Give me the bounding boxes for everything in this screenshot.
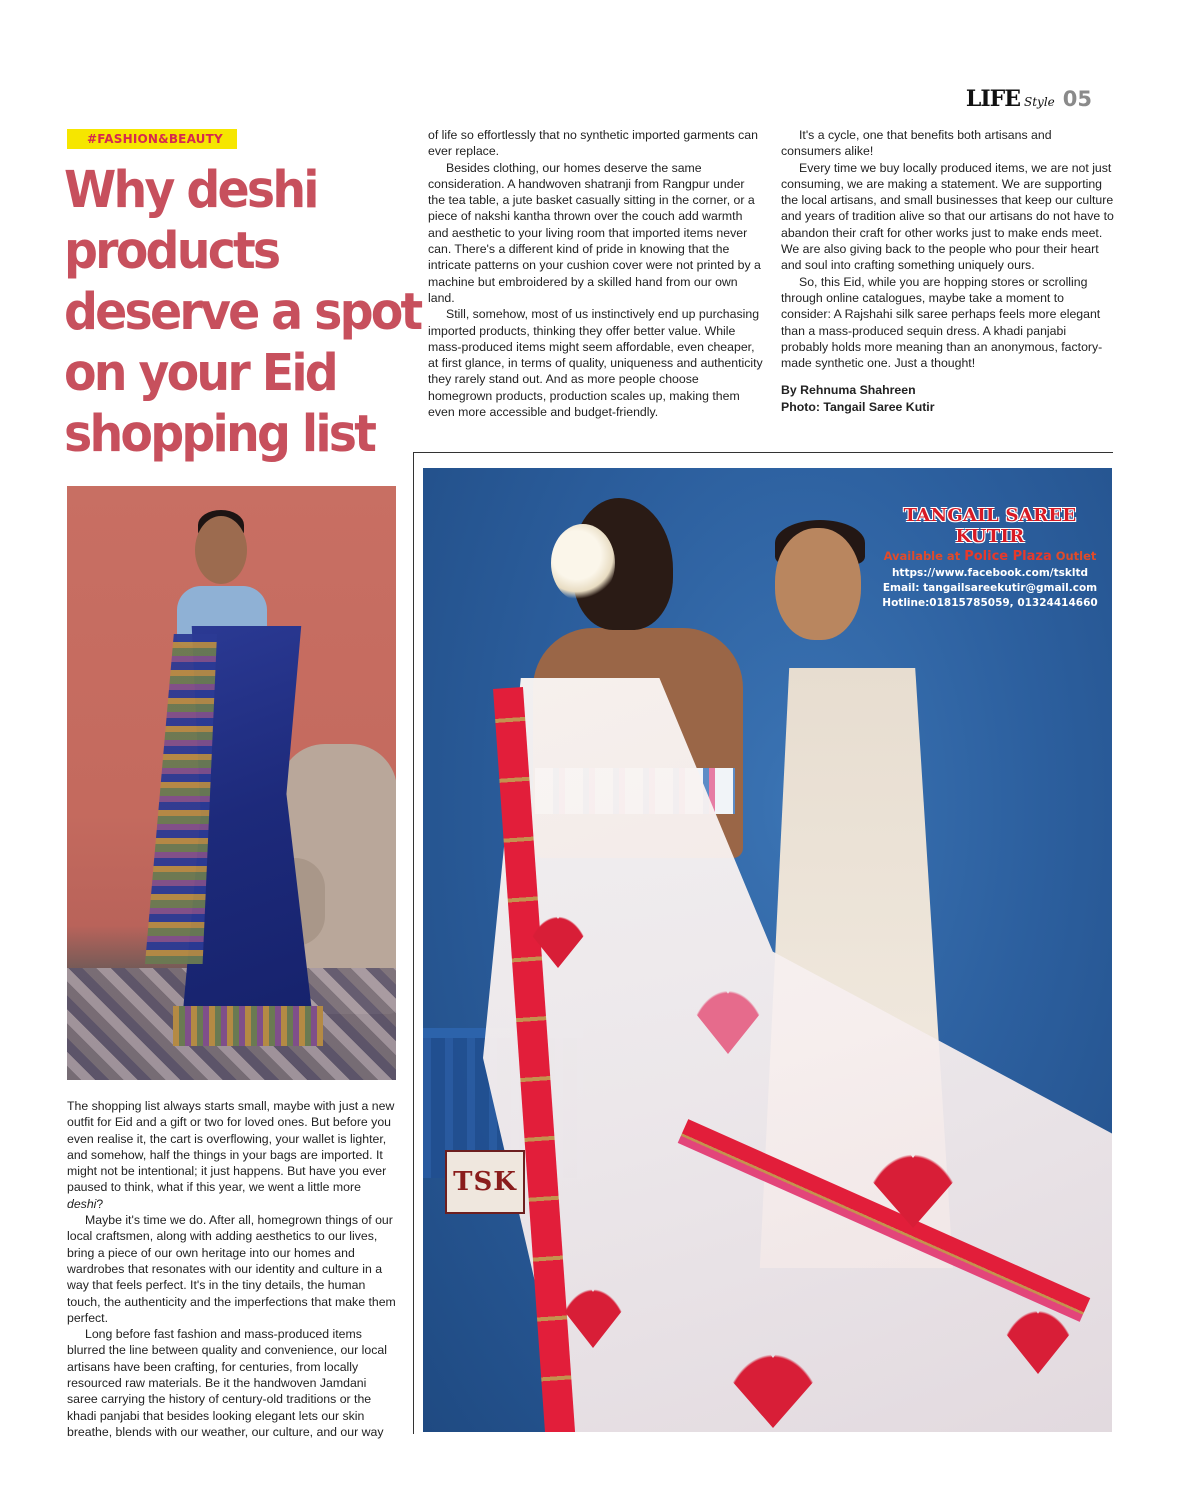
paragraph: The shopping list always starts small, maybe with just a new outfit for Eid and a gift or two for loved ones. But before you even realise it, the cart is overflowing, your wallet is lighter, and somehow, half the things in your bags are imported. It might not be intentional; it just happens. But have you ever paused to think, what if this year, we went a little more deshi?	[67, 1099, 395, 1211]
photo-two-models-white-saree	[423, 468, 1112, 1432]
photo-credit: Photo: Tangail Saree Kutir	[781, 399, 935, 414]
tsk-logo: TSK	[445, 1150, 525, 1214]
headline-line: on your Eid	[64, 344, 336, 403]
headline-line: Why deshi	[64, 161, 317, 220]
headline-line: shopping list	[64, 405, 375, 464]
divider-rule	[413, 452, 414, 1434]
masthead-brand-suffix: Style	[1024, 95, 1055, 109]
masthead-brand: LIFE	[965, 86, 1020, 112]
page-number: 05	[1062, 87, 1092, 111]
paragraph: It's a cycle, one that benefits both artisans and consumers alike!	[781, 128, 1052, 159]
outlet-line: Available at Police Plaza Outlet	[883, 549, 1097, 564]
headline	[64, 160, 421, 465]
headline-line: deserve a spot	[64, 283, 421, 342]
paragraph: of life so effortlessly that no synthetic imported garments can ever replace.	[428, 128, 758, 159]
paragraph: So, this Eid, while you are hopping stores or scrolling through online catalogues, maybe take a moment to consider: A Rajshahi silk saree perhaps feels more elegant than a mass-produced sequin dress. A khadi panjabi probably holds more meaning than an anonymous, factory-made synthetic one. Just a thought!	[781, 274, 1103, 371]
article-column-2	[428, 127, 763, 420]
paragraph: Still, somehow, most of us instinctively end up purchasing imported products, thinking they offer better value. While mass-produced items might seem affordable, even cheaper, at first glance, in terms of quality, uniqueness and authenticity they rarely stand out. And as more people choose homegrown products, production scales up, making them even more accessible and budget-friendly.	[428, 307, 763, 420]
article-column-3	[781, 127, 1114, 415]
advertiser-name: TANGAIL SAREE KUTIR	[903, 505, 1077, 547]
hair-flowers	[551, 524, 615, 602]
hotline-line: Hotline:01815785059, 01324414660	[882, 597, 1098, 609]
model-head	[195, 516, 247, 584]
paragraph: Long before fast fashion and mass-produced items blurred the line between quality and convenience, our local artisans have been crafting, for centuries, from locally resourced raw materials. Be it the handwoven Jamdani saree carrying the history of century-old traditions or the khadi panjabi that besides looking elegant lets our skin breathe, blends with our weather, our culture, and our way	[67, 1327, 387, 1439]
divider-rule	[413, 452, 1113, 453]
outlet-name: Police Plaza	[964, 549, 1052, 564]
section-tag: #FASHION&BEAUTY	[67, 129, 237, 149]
byline: By Rehnuma Shahreen	[781, 383, 916, 398]
email-line: Email: tangailsareekutir@gmail.com	[882, 582, 1098, 594]
headline-line: products	[64, 222, 279, 281]
model-head	[775, 528, 861, 640]
paragraph: Besides clothing, our homes deserve the same consideration. A handwoven shatranji from Rangpur under the tea table, a jute basket casually sitting in the corner, or a piece of nakshi kantha thrown over the couch add warmth and aesthetic to your living room that imported items never can. There's a different kind of pride in knowing that the intricate patterns on your cushion cover were not printed by a machine but embroidered by a skilled hand from our own land.	[428, 160, 761, 305]
advertiser-info	[880, 505, 1100, 609]
article-column-1	[67, 1098, 397, 1440]
deshi-emphasis: deshi	[67, 1196, 97, 1211]
paragraph: Every time we buy locally produced items, we are not just consuming, we are making a statement. We are supporting the local artisans, and small businesses that keep our culture and years of tradition alive so that our artisans do not have to abandon their craft for other works just to make ends meet. We are also giving back to the people who pour their heart and soul into crafting something uniquely ours.	[781, 160, 1114, 273]
masthead	[966, 86, 1092, 112]
paragraph: Maybe it's time we do. After all, homegrown things of our local craftsmen, along with adding aesthetics to our lives, bring a piece of our own heritage into our homes and wardrobes that resonates with our identity and culture in a way that feels perfect. It's in the tiny details, the human touch, the authenticity and the imperfections that make them perfect.	[67, 1213, 396, 1325]
saree-border	[173, 1006, 323, 1046]
photo-blue-saree-model	[67, 486, 396, 1080]
facebook-link: https://www.facebook.com/tskltd	[891, 567, 1089, 579]
